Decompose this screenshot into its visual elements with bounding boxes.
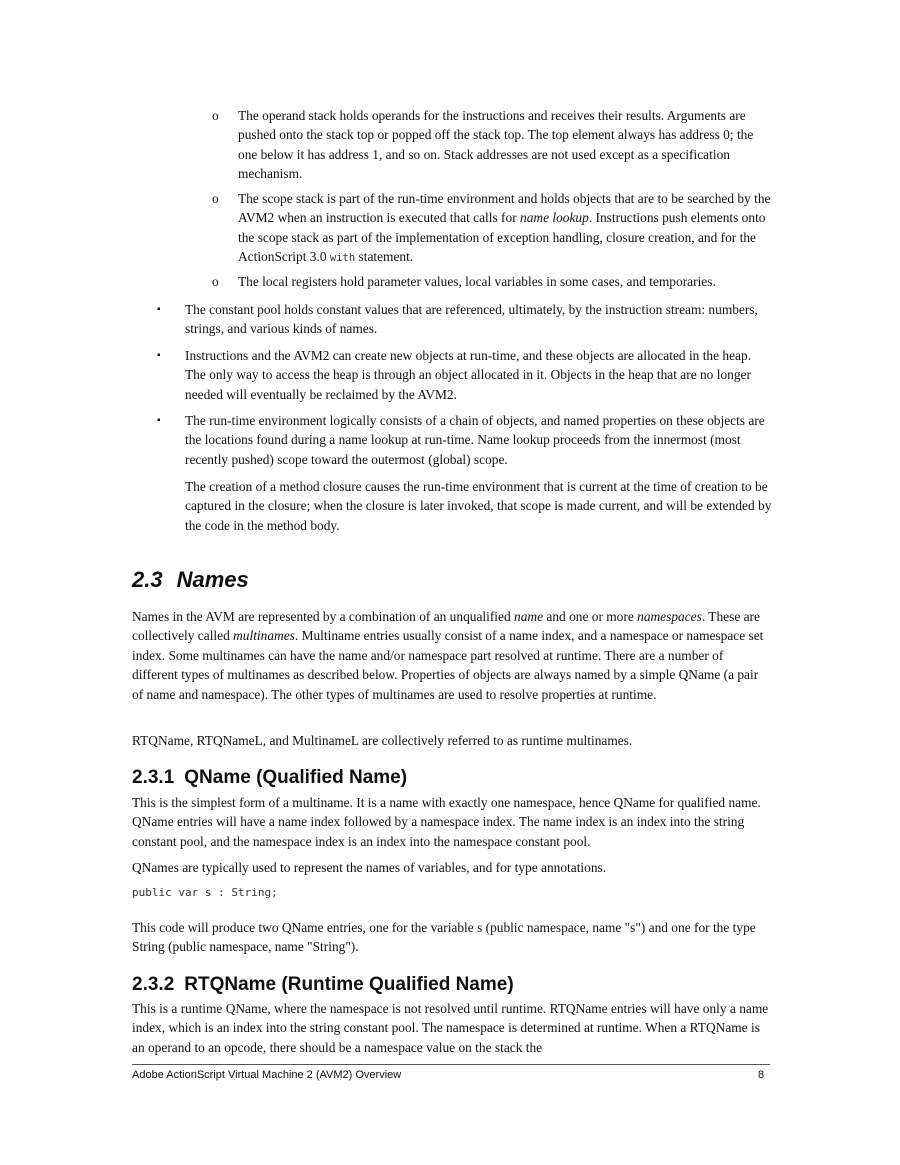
bullet-text: The constant pool holds constant values that are referenced, ultimately, by the instruction stream: numbers, strings, and various kinds of names.: [185, 302, 758, 337]
qname-paragraph-1: This is the simplest form of a multiname. It is a name with exactly one namespace, hence QName for qualified name. QName entries will have a name index followed by a namespace index. The name index is an index into the string constant pool, and the namespace index is an index into the namespace constant pool.: [132, 795, 761, 849]
sub-bullet-marker: o: [212, 191, 219, 206]
qname-paragraph-2: QNames are typically used to represent the names of variables, and for type annotations.: [132, 860, 607, 875]
text-run: statement.: [355, 249, 414, 265]
emphasis-name: name: [514, 609, 544, 624]
emphasis-name-lookup: name lookup: [520, 210, 589, 226]
closure-paragraph: The creation of a method closure causes the run-time environment that is current at the time of creation to be captured in the closure; when the closure is later invoked, that scope is made current, and will be extended by the code in the method body.: [185, 479, 772, 533]
sub-bullet-marker: o: [212, 108, 219, 123]
footer-rule: [132, 1064, 770, 1065]
section-number: 2.3.2: [132, 974, 175, 995]
text-run: . Multiname entries usually consist of a name index, and a namespace or namespace set index. Some multinames can have the name and/or namespace part resolved at runtime. There are a number of different types of multinames as described below. Properties of objects are always named by a simple QName (a pair of name and namespace). The other types of multinames are used to resolve properties at runtime.: [132, 628, 764, 702]
page-number: 8: [758, 1069, 765, 1081]
footer-title: Adobe ActionScript Virtual Machine 2 (AVM2) Overview: [132, 1069, 402, 1081]
bullet-marker: ▪: [157, 350, 161, 361]
text-run: The scope stack is part of the run-time environment and holds objects that are to be searched by the AVM2 when an instruction is executed that calls for: [238, 191, 771, 226]
sub-bullet-text: The local registers hold parameter values, local variables in some cases, and temporaries.: [238, 274, 716, 289]
emphasis-multinames: multinames: [233, 628, 295, 644]
bullet-marker: ▪: [157, 415, 161, 426]
bullet-text: Instructions and the AVM2 can create new objects at run-time, and these objects are allocated in the heap. The only way to access the heap is through an object allocated in it. Objects in the heap that are no longer needed will eventually be reclaimed by the AVM2.: [185, 348, 752, 402]
text-run: and one or more: [543, 609, 638, 624]
section-heading-qname: [132, 767, 407, 789]
sub-bullet-marker: o: [212, 274, 219, 289]
section-number: 2.3: [132, 567, 163, 592]
qname-paragraph-3: This code will produce two QName entries, one for the variable s (public namespace, name "s") and one for the type String (public namespace, name "String").: [132, 920, 756, 955]
rtqname-paragraph-1: This is a runtime QName, where the namespace is not resolved until runtime. RTQName entries will have only a name index, which is an index into the string constant pool. The namespace is determined at runtime. When a RTQName is an operand to an opcode, there should be a namespace value on the stack the: [132, 1001, 769, 1055]
section-heading-rtqname: [132, 974, 514, 996]
bullet-text: The run-time environment logically consists of a chain of objects, and named properties on these objects are the locations found during a name lookup at run-time. Name lookup proceeds from the innermost (most recently pushed) scope toward the outermost (global) scope.: [185, 413, 765, 467]
section-title: Names: [176, 567, 249, 592]
names-paragraph-2: RTQName, RTQNameL, and MultinameL are collectively referred to as runtime multinames.: [132, 733, 633, 748]
section-heading-names: [132, 567, 249, 593]
section-number: 2.3.1: [132, 767, 175, 788]
section-title: RTQName (Runtime Qualified Name): [184, 974, 514, 995]
sub-bullet-text: [238, 189, 772, 269]
bullet-marker: ▪: [157, 304, 161, 315]
text-run: . These are collectively called: [132, 609, 760, 644]
text-run: Names in the AVM are represented by a combination of an unqualified: [132, 609, 515, 624]
emphasis-namespaces: namespaces: [637, 609, 702, 624]
inline-code-with: with: [329, 252, 356, 265]
section-title: QName (Qualified Name): [184, 767, 408, 788]
code-sample: public var s : String;: [132, 886, 278, 899]
sub-bullet-text: The operand stack holds operands for the instructions and receives their results. Arguments are pushed onto the stack top or popped off the stack top. The top element always has address 0; the one below it has address 1, and so on. Stack addresses are not used except as a specification mechanism.: [238, 108, 754, 182]
text-run: . Instructions push elements onto the scope stack as part of the implementation of exception handling, closure creation, and for the ActionScript 3.0: [238, 210, 766, 265]
names-paragraph-1: [132, 607, 772, 704]
